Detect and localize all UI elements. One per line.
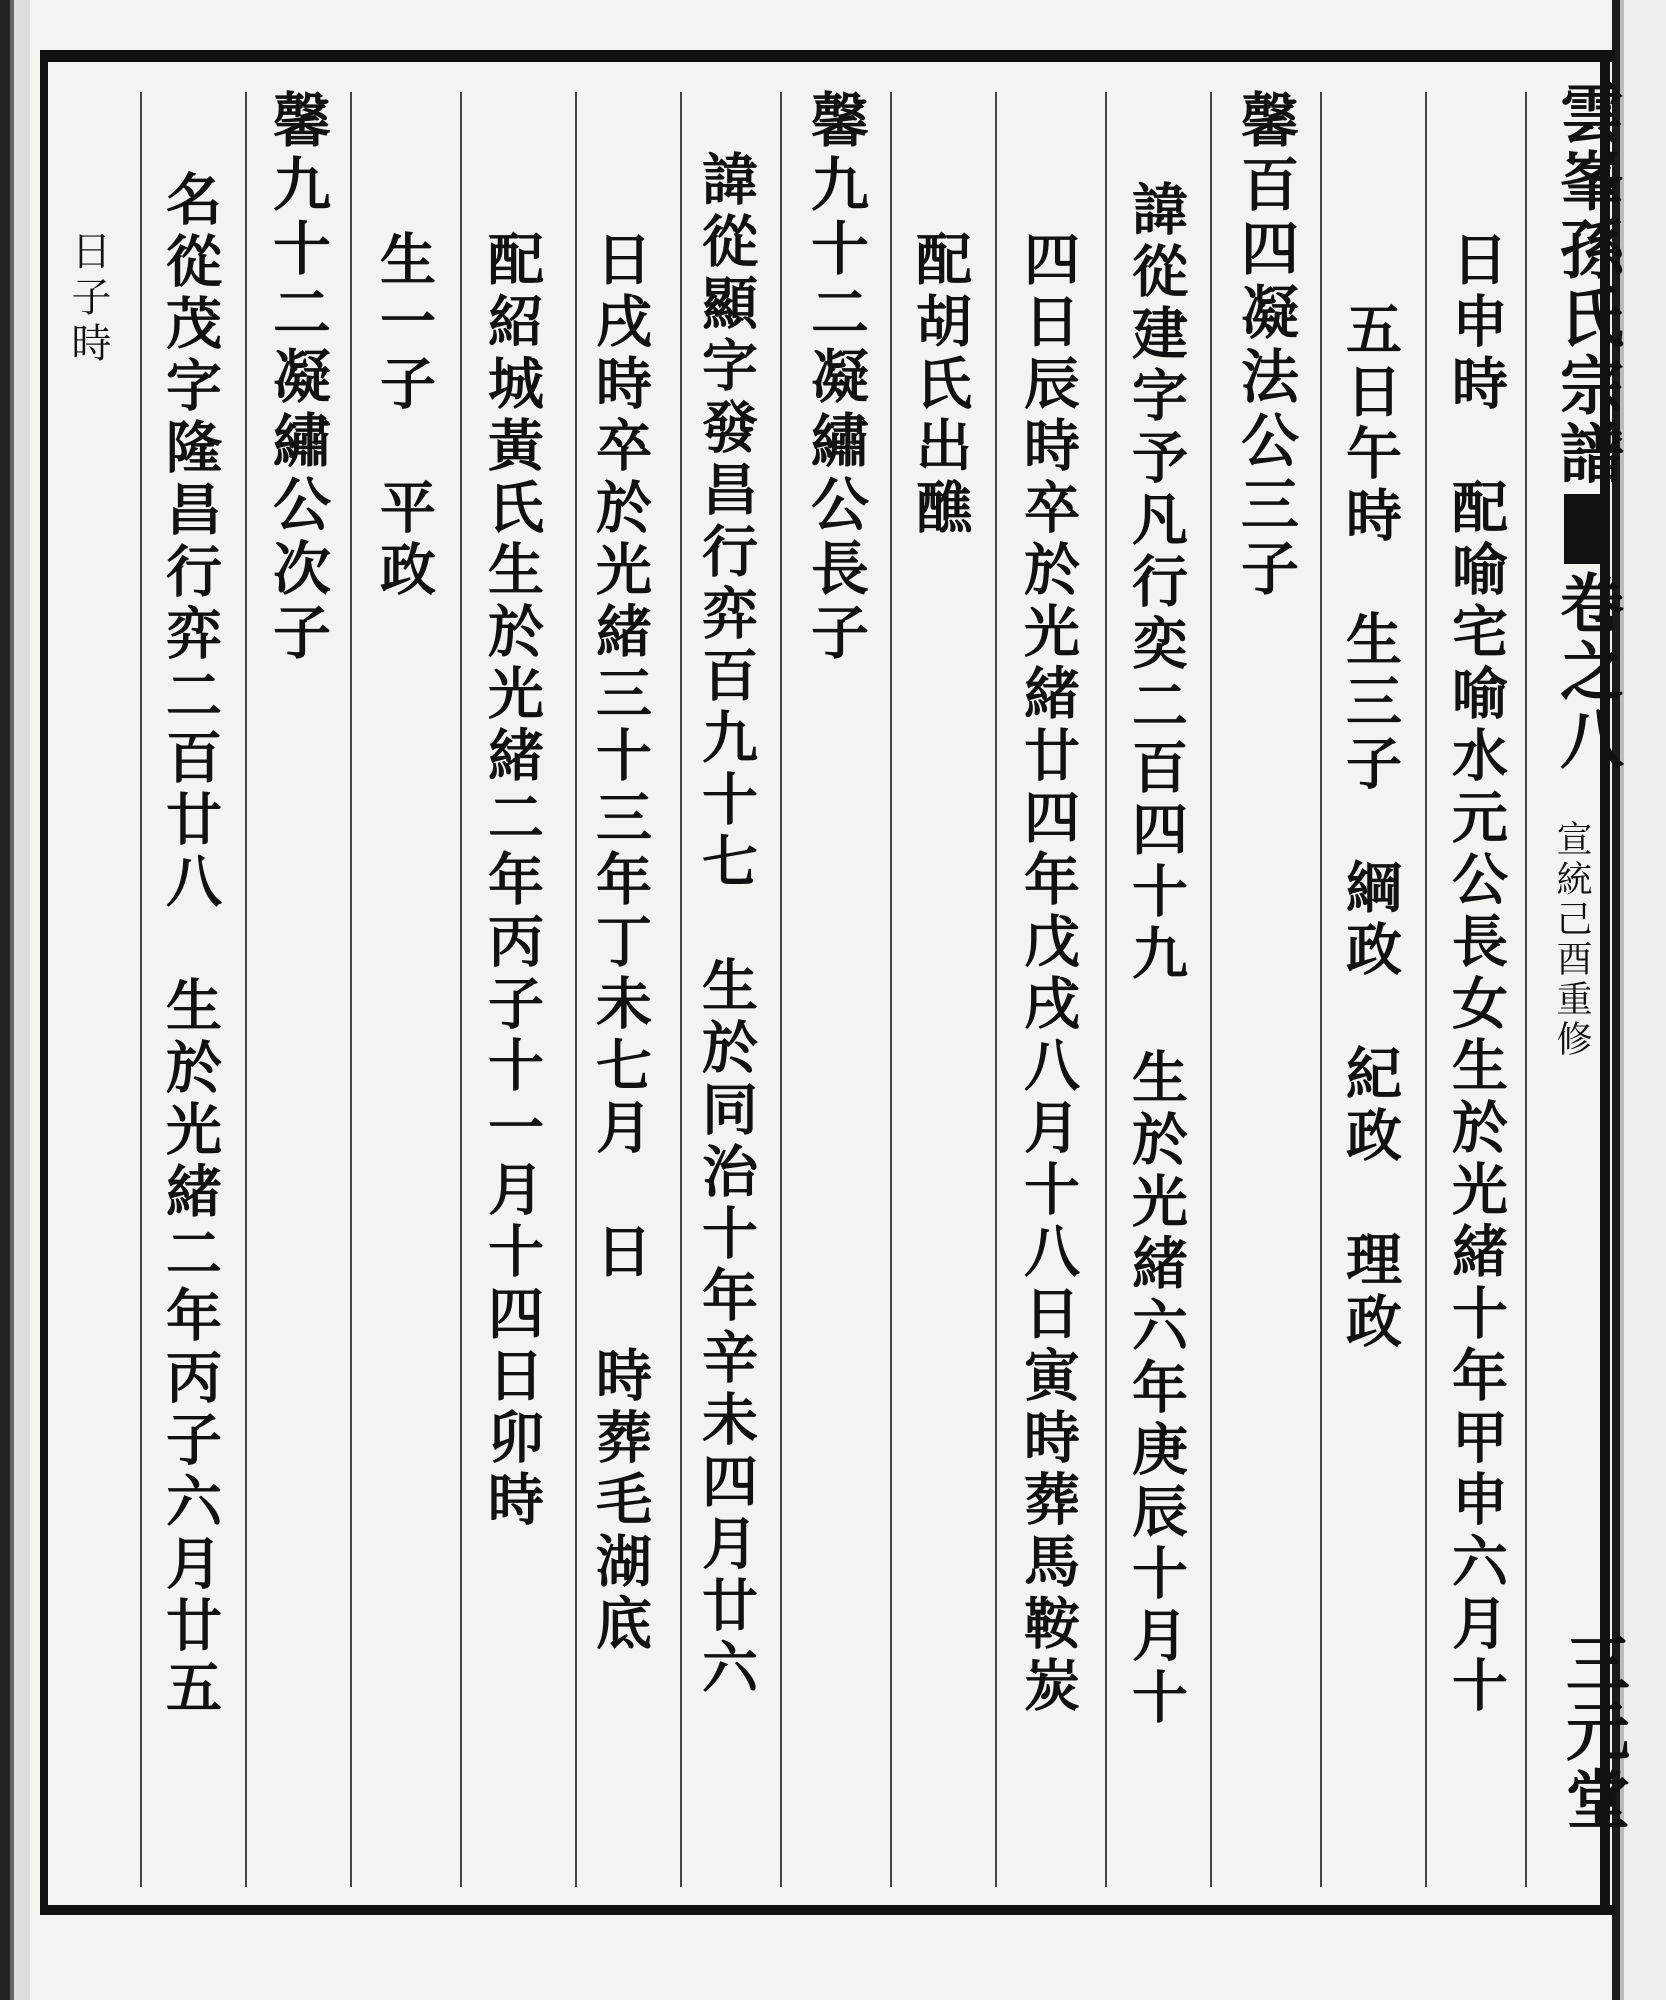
text-column: 配紹城黃氏生於光緒二年丙子十一月十四日卯時	[479, 230, 545, 1532]
column-divider	[995, 92, 997, 1887]
publisher-label: 三元堂	[1555, 1630, 1630, 1834]
fish-tail-mark	[1564, 494, 1608, 564]
column-divider	[1320, 92, 1322, 1887]
column-divider	[140, 92, 142, 1887]
column-divider	[350, 92, 352, 1887]
book-spine-left	[0, 0, 30, 2000]
column-divider	[575, 92, 577, 1887]
column-divider	[680, 92, 682, 1887]
frame-border-left	[40, 50, 48, 1915]
column-divider	[245, 92, 247, 1887]
edition-label: 宣統己酉重修	[1551, 820, 1592, 1060]
column-divider	[1525, 92, 1527, 1887]
entry-heading: 馨九十二凝繡公長子	[801, 90, 869, 666]
entry-heading: 馨百四凝法公三子	[1231, 90, 1299, 602]
frame-border-bottom	[40, 1905, 1615, 1915]
column-divider	[1210, 92, 1212, 1887]
text-column: 日申時 配喻宅喻水元公長女生於光緒十年甲申六月十	[1443, 230, 1509, 1718]
column-divider	[780, 92, 782, 1887]
column-divider	[890, 92, 892, 1887]
text-column: 五日午時 生三子 綱政 紀政 理政	[1337, 300, 1403, 1354]
text-column: 諱從建字予凡行奕二百四十九 生於光緒六年庚辰十月十	[1123, 180, 1189, 1730]
frame-border-top	[40, 50, 1615, 62]
volume-label: 卷之八	[1549, 570, 1624, 774]
column-divider	[1425, 92, 1427, 1887]
text-column: 生一子 平政	[371, 230, 437, 602]
margin-title	[1540, 80, 1632, 774]
text-column: 四日辰時卒於光緒廿四年戊戌八月十八日寅時葬馬鞍炭	[1015, 230, 1081, 1718]
text-column: 諱從顯字發昌行弈百九十七 生於同治十年辛未四月廿六	[693, 150, 759, 1700]
column-divider	[1105, 92, 1107, 1887]
column-divider	[460, 92, 462, 1887]
text-column: 名從茂字隆昌行弈二百廿八 生於光緒二年丙子六月廿五	[157, 170, 223, 1720]
text-column: 日子時	[65, 230, 111, 368]
book-title: 雲峯孫氏宗譜	[1549, 80, 1624, 488]
entry-heading: 馨九十二凝繡公次子	[263, 90, 331, 666]
text-column: 配胡氏出醮	[907, 230, 973, 540]
text-column: 日戌時卒於光緒三十三年丁未七月 日 時葬毛湖底	[587, 230, 653, 1656]
